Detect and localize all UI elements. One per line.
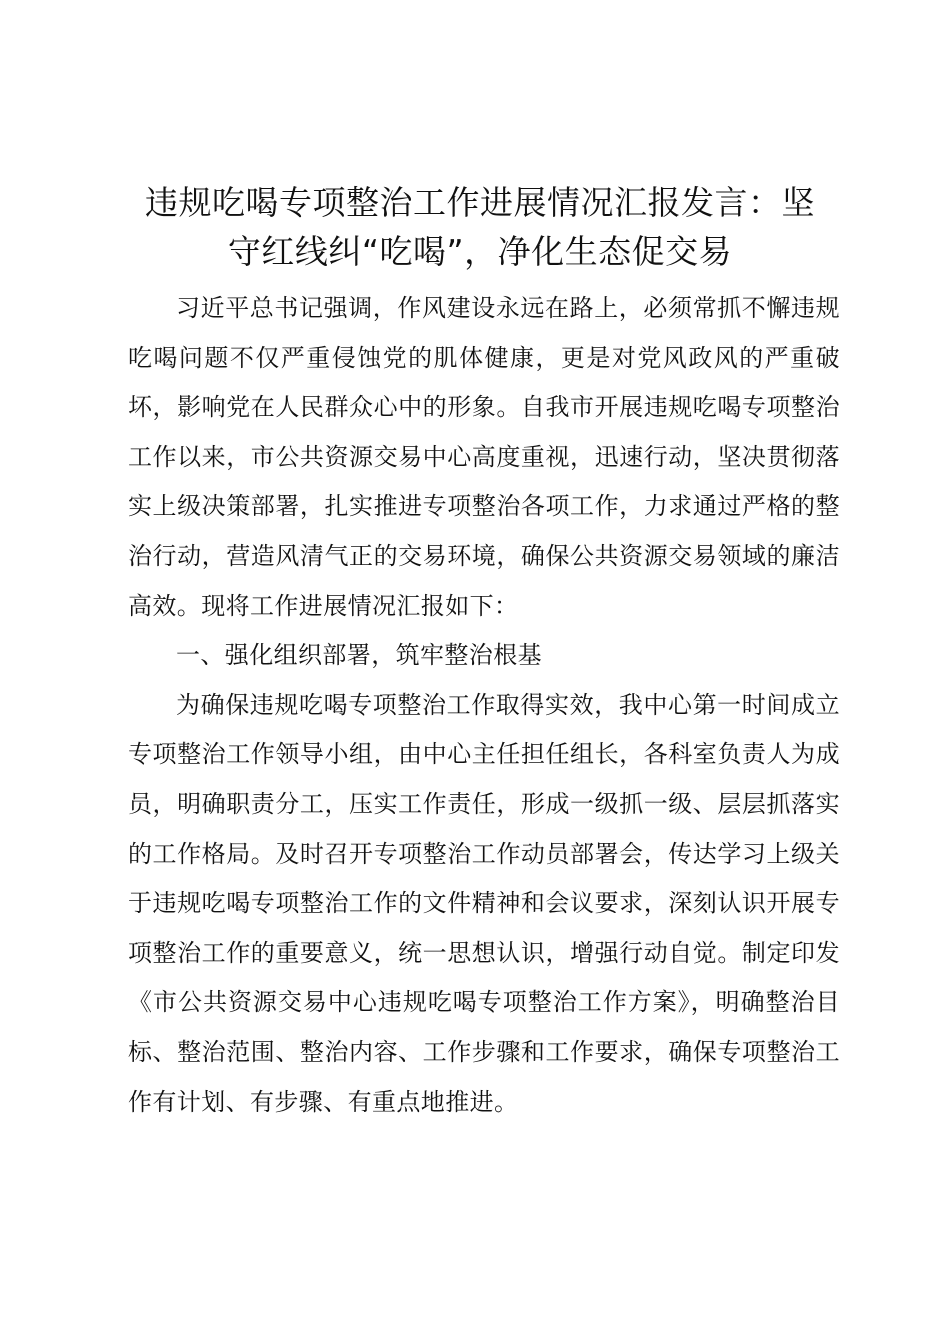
section-1-heading: 一、强化组织部署，筑牢整治根基 (176, 641, 542, 670)
title-line-2: 守红线纠“吃喝”，净化生态促交易 (227, 232, 733, 271)
document-body (128, 284, 840, 1127)
intro-paragraph: 习近平总书记强调，作风建设永远在路上，必须常抓不懈违规吃喝问题不仅严重侵蚀党的肌体健康，更是对党风政风的严重破坏，影响党在人民群众心中的形象。自我市开展违规吃喝专项整治工作以来，市公共资源交易中心高度重视，迅速行动，坚决贯彻落实上级决策部署，扎实推进专项整治各项工作，力求通过严格的整治行动，营造风清气正的交易环境，确保公共资源交易领域的廉洁高效。现将工作进展情况汇报如下： (128, 294, 840, 620)
document-title (120, 178, 840, 276)
section-1-paragraph: 为确保违规吃喝专项整治工作取得实效，我中心第一时间成立专项整治工作领导小组，由中心主任担任组长，各科室负责人为成员，明确职责分工，压实工作责任，形成一级抓一级、层层抓落实的工作格局。及时召开专项整治工作动员部署会，传达学习上级关于违规吃喝专项整治工作的文件精神和会议要求，深刻认识开展专项整治工作的重要意义，统一思想认识，增强行动自觉。制定印发《市公共资源交易中心违规吃喝专项整治工作方案》，明确整治目标、整治范围、整治内容、工作步骤和工作要求，确保专项整治工作有计划、有步骤、有重点地推进。 (128, 690, 840, 1116)
title-line-1: 违规吃喝专项整治工作进展情况汇报发言：坚 (145, 183, 815, 222)
